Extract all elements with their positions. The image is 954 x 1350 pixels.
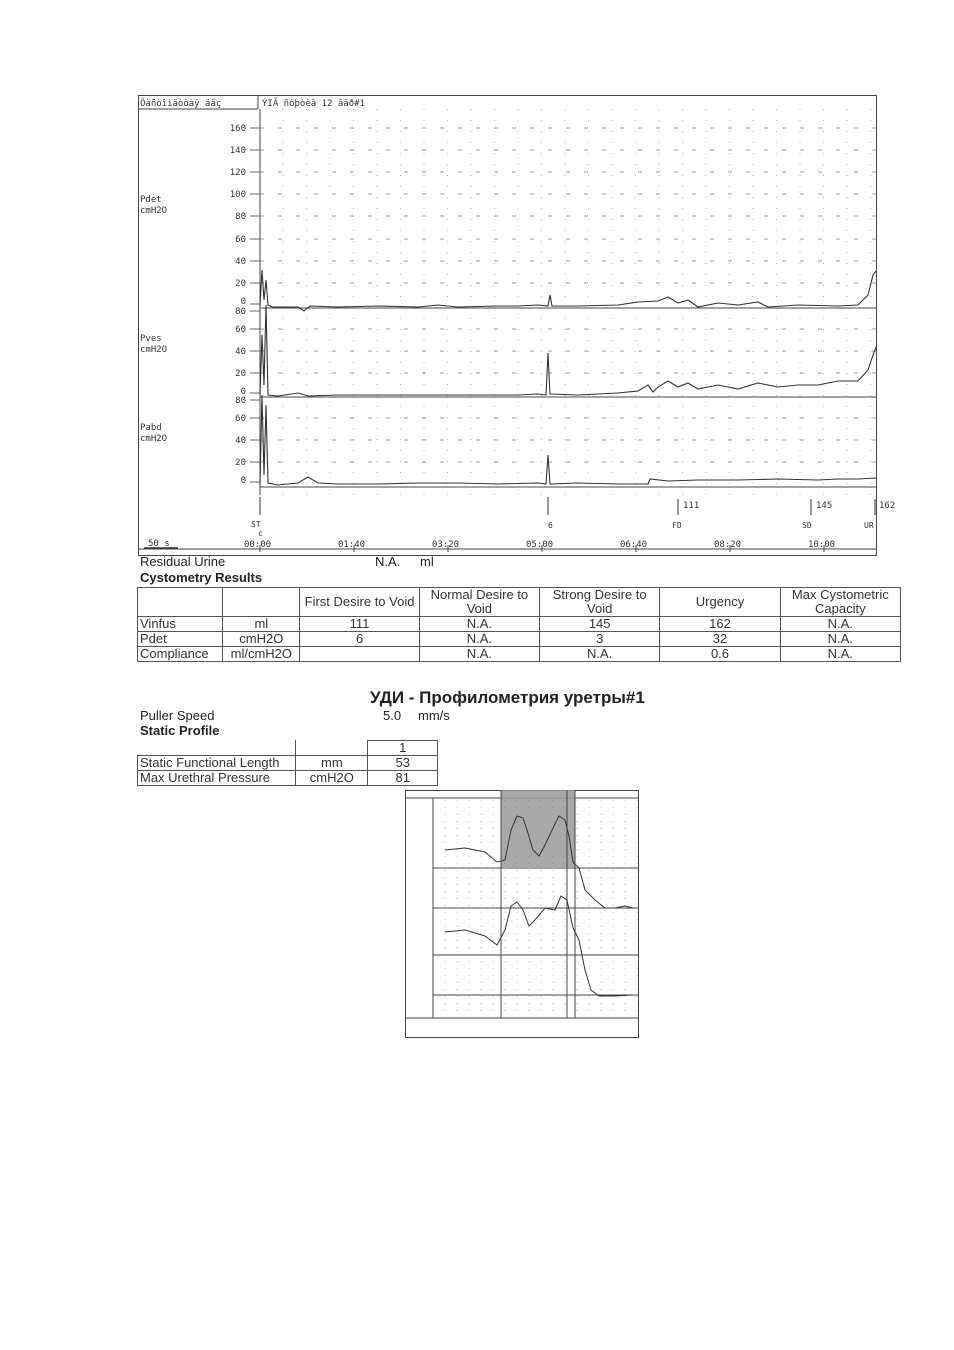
row-value: 6 xyxy=(300,632,419,647)
pdet-tick-labels xyxy=(230,124,246,307)
residual-urine-label: Residual Urine xyxy=(140,554,226,569)
cystometry-results-title: Cystometry Results xyxy=(140,570,263,585)
row-unit: mm xyxy=(296,756,368,771)
time-tick: 01:40 xyxy=(338,540,366,550)
table-header-row xyxy=(138,741,438,756)
profile-title: УДИ - Профилометрия уретры#1 xyxy=(370,688,645,707)
chart-header-left: Öàñòîìäòòàÿ ääç xyxy=(140,99,222,109)
time-tick: 05:00 xyxy=(526,540,554,550)
header-cell: Max Cystometric Capacity xyxy=(780,588,900,617)
event-label-6: 6 xyxy=(548,521,553,530)
pves-tick: 0 xyxy=(240,387,246,397)
pdet-tick: 140 xyxy=(229,146,246,156)
pdet-tick: 100 xyxy=(229,190,246,200)
row-unit: cmH2O xyxy=(296,771,368,786)
puller-speed-value: 5.0 xyxy=(383,708,402,723)
row-unit: ml xyxy=(223,617,300,632)
header-cell: Strong Desire to Void xyxy=(540,588,660,617)
pves-tick: 40 xyxy=(235,347,246,357)
time-tick: 06:40 xyxy=(620,540,648,550)
channel-unit-pabd: cmH2O xyxy=(140,434,168,444)
event-labels xyxy=(251,520,874,538)
row-value: 32 xyxy=(660,632,780,647)
cystometry-chart xyxy=(138,95,902,557)
row-value: 111 xyxy=(300,617,419,632)
cystometry-chart-svg xyxy=(138,95,902,557)
channel-name-pdet: Pdet xyxy=(140,195,162,205)
row-unit: cmH2O xyxy=(223,632,300,647)
header-cell: First Desire to Void xyxy=(300,588,419,617)
pabd-tick: 40 xyxy=(235,436,246,446)
event-label-fd: FD xyxy=(672,521,682,530)
chart-grid xyxy=(260,109,876,495)
row-value: N.A. xyxy=(780,617,900,632)
row-value: N.A. xyxy=(419,647,539,662)
row-value: 3 xyxy=(540,632,660,647)
row-value: N.A. xyxy=(780,632,900,647)
row-value: 81 xyxy=(368,771,438,786)
pves-tick: 80 xyxy=(235,307,246,317)
row-label: Max Urethral Pressure xyxy=(138,771,296,786)
event-label-ur: UR xyxy=(864,521,874,530)
volume-marker-sd: 145 xyxy=(816,501,833,511)
channel-unit-pves: cmH2O xyxy=(140,345,168,355)
channel-name-pves: Pves xyxy=(140,334,162,344)
row-value: 53 xyxy=(368,756,438,771)
row-value: 145 xyxy=(540,617,660,632)
header-cell: 1 xyxy=(368,741,438,756)
row-value: 162 xyxy=(660,617,780,632)
row-unit: ml/cmH2O xyxy=(223,647,300,662)
event-label-sd: SD xyxy=(802,521,812,530)
pabd-tick-labels xyxy=(235,396,246,486)
table-row xyxy=(138,617,901,632)
table-row xyxy=(138,756,438,771)
row-value: 0.6 xyxy=(660,647,780,662)
time-tick: 08:20 xyxy=(714,540,742,550)
pdet-tick: 60 xyxy=(235,235,246,245)
residual-urine-value: N.A. xyxy=(375,554,401,569)
row-label: Vinfus xyxy=(138,617,223,632)
event-label-st: ST xyxy=(251,520,261,529)
pves-tick: 20 xyxy=(235,369,246,379)
pdet-tick: 40 xyxy=(235,257,246,267)
row-value xyxy=(300,647,419,662)
pdet-tick: 80 xyxy=(235,212,246,222)
pdet-tick: 20 xyxy=(235,279,246,289)
puller-speed-unit: mm/s xyxy=(418,708,450,723)
event-label-c: c xyxy=(258,529,263,538)
chart-header-right: ÝIÃ ñòþòèâ 12 ãäð#1 xyxy=(262,99,365,109)
row-label: Compliance xyxy=(138,647,223,662)
row-value: N.A. xyxy=(780,647,900,662)
header-empty xyxy=(138,741,296,756)
row-label: Pdet xyxy=(138,632,223,647)
pabd-tick: 20 xyxy=(235,458,246,468)
pabd-tick: 60 xyxy=(235,414,246,424)
scale-label: 50 s xyxy=(148,539,170,549)
pves-trace xyxy=(260,305,876,396)
pabd-tick: 0 xyxy=(240,476,246,486)
puller-speed-label: Puller Speed xyxy=(140,708,215,723)
row-label: Static Functional Length xyxy=(138,756,296,771)
pabd-tick: 80 xyxy=(235,396,246,406)
static-profile-title: Static Profile xyxy=(140,723,220,738)
urethral-profile-thumbnail xyxy=(405,790,639,1038)
header-empty xyxy=(223,588,300,617)
pves-tick: 60 xyxy=(235,325,246,335)
volume-marker-fd: 111 xyxy=(683,501,700,511)
chart-ticks xyxy=(250,128,824,552)
table-header-row xyxy=(138,588,901,617)
row-value: N.A. xyxy=(419,632,539,647)
header-cell: Normal Desire to Void xyxy=(419,588,539,617)
table-row xyxy=(138,771,438,786)
table-row xyxy=(138,647,901,662)
time-tick: 00:00 xyxy=(244,540,272,550)
pves-tick-labels xyxy=(235,307,246,397)
pdet-trace xyxy=(260,270,876,311)
row-value: N.A. xyxy=(419,617,539,632)
header-cell: Urgency xyxy=(660,588,780,617)
pdet-tick: 0 xyxy=(240,297,246,307)
time-tick: 03:20 xyxy=(432,540,460,550)
channel-name-pabd: Pabd xyxy=(140,423,162,433)
residual-urine-unit: ml xyxy=(420,554,434,569)
volume-marker-ur: 162 xyxy=(879,501,896,511)
header-empty xyxy=(138,588,223,617)
header-empty xyxy=(296,741,368,756)
row-value: N.A. xyxy=(540,647,660,662)
time-tick: 10:00 xyxy=(808,540,836,550)
static-profile-table xyxy=(137,740,438,786)
channel-unit-pdet: cmH2O xyxy=(140,206,168,216)
cystometry-results-table xyxy=(137,587,901,662)
pdet-tick: 160 xyxy=(229,124,246,134)
urethral-profile-svg xyxy=(405,790,639,1038)
pdet-tick: 120 xyxy=(229,168,246,178)
table-row xyxy=(138,632,901,647)
